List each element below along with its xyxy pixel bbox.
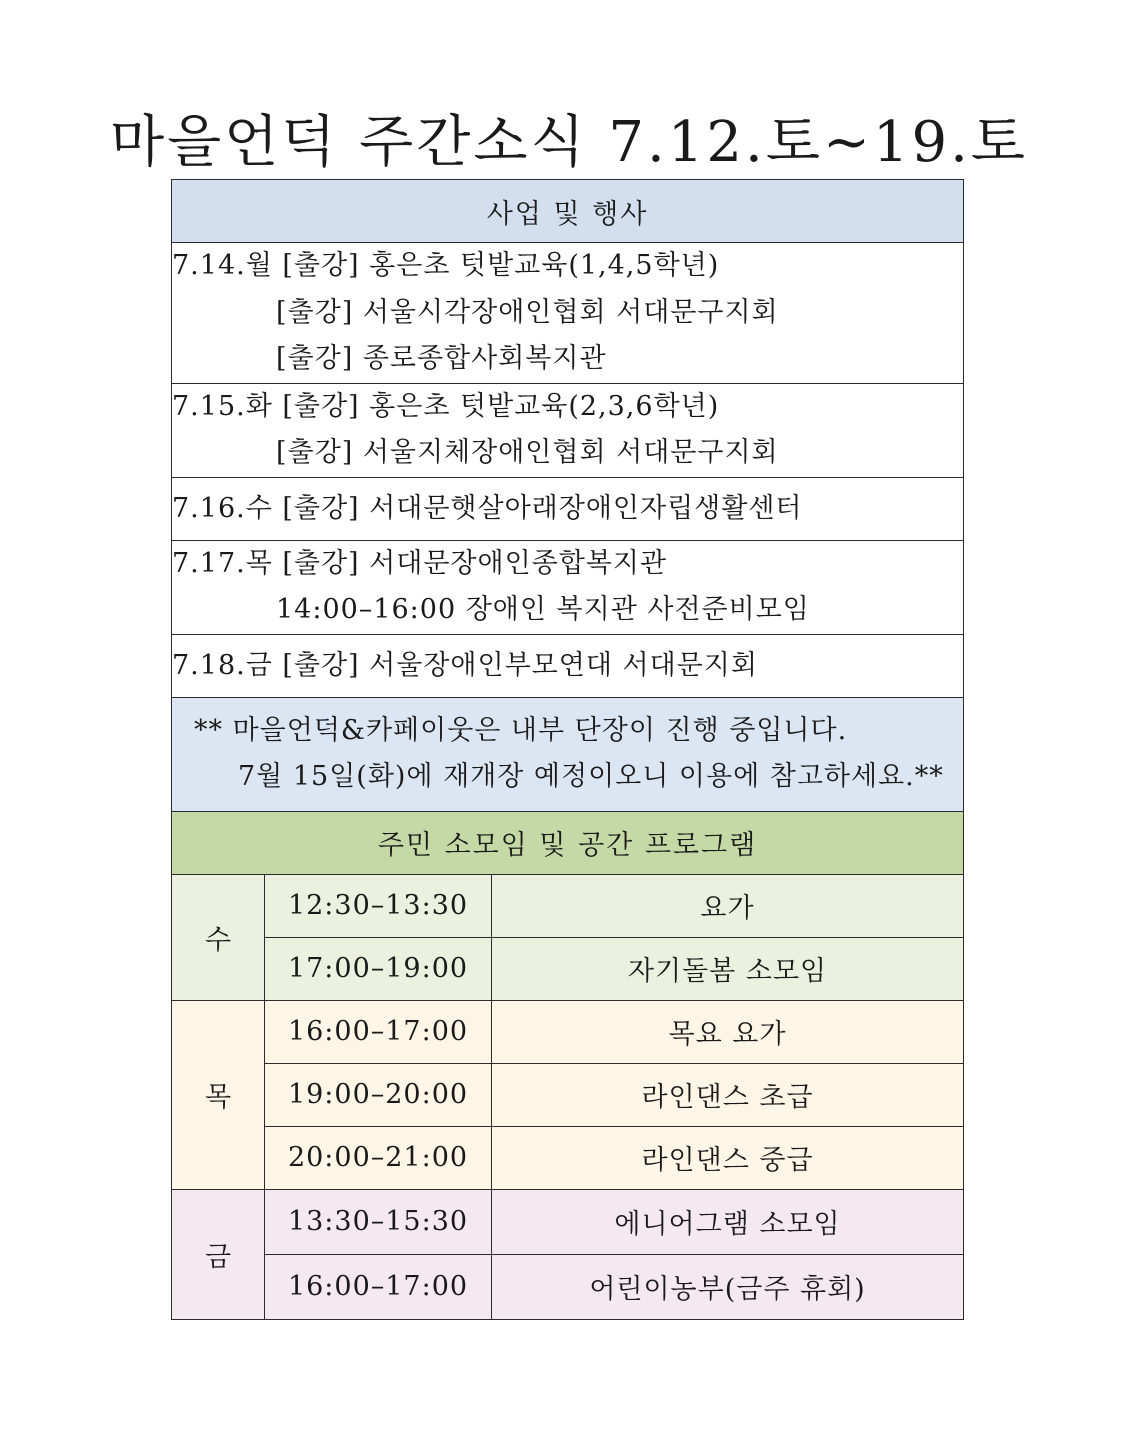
program-name: 라인댄스 초급: [492, 1063, 964, 1126]
program-row: [172, 1063, 964, 1126]
program-row: [172, 1254, 964, 1319]
program-name: 어린이농부(금주 휴회): [492, 1254, 964, 1319]
event-line: 14:00–16:00 장애인 복지관 사전준비모임: [276, 594, 810, 625]
program-row: [172, 874, 964, 937]
event-cell: [172, 540, 964, 634]
day-label-thu: 목: [172, 1000, 265, 1189]
event-line: 7.16.수 [출강] 서대문햇살아래장애인자립생활센터: [172, 492, 803, 524]
notice-box: [172, 697, 964, 811]
schedule-table: [171, 179, 964, 1320]
events-header-row: [172, 180, 964, 243]
program-name: 요가: [492, 874, 964, 937]
day-label-wed: 수: [172, 874, 265, 1000]
event-cell: [172, 383, 964, 477]
program-name: 목요 요가: [492, 1000, 964, 1063]
event-cell: [172, 243, 964, 384]
program-row: [172, 1000, 964, 1063]
notice-row: [172, 697, 964, 811]
programs-header: 주민 소모임 및 공간 프로그램: [172, 811, 964, 874]
event-line: [출강] 서울시각장애인협회 서대문구지회: [276, 296, 779, 328]
program-row: [172, 937, 964, 1000]
event-line: 7.18.금 [출강] 서울장애인부모연대 서대문지회: [172, 649, 758, 681]
event-row-0717: [172, 540, 964, 634]
program-time: 12:30–13:30: [265, 874, 492, 937]
program-time: 20:00–21:00: [265, 1126, 492, 1189]
program-row: [172, 1126, 964, 1189]
event-row-0715: [172, 383, 964, 477]
event-line: [출강] 종로종합사회복지관: [276, 343, 607, 374]
program-time: 16:00–17:00: [265, 1000, 492, 1063]
event-row-0714: [172, 243, 964, 384]
program-name: 자기돌봄 소모임: [492, 937, 964, 1000]
event-row-0718: [172, 634, 964, 697]
event-line: 7.17.목 [출강] 서대문장애인종합복지관: [172, 547, 668, 579]
notice-line: ** 마을언덕&카페이웃은 내부 단장이 진행 중입니다.: [194, 715, 848, 746]
program-name: 라인댄스 중급: [492, 1126, 964, 1189]
event-line: [출강] 서울지체장애인협회 서대문구지회: [276, 437, 779, 468]
event-line: 7.14.월 [출강] 홍은초 텃밭교육(1,4,5학년): [172, 250, 720, 281]
program-time: 13:30–15:30: [265, 1189, 492, 1254]
program-time: 16:00–17:00: [265, 1254, 492, 1319]
programs-header-row: [172, 811, 964, 874]
events-header: 사업 및 행사: [172, 180, 964, 243]
event-cell: [172, 634, 964, 697]
event-line: 7.15.화 [출강] 홍은초 텃밭교육(2,3,6학년): [172, 390, 720, 422]
day-label-fri: 금: [172, 1189, 265, 1319]
event-cell: [172, 477, 964, 540]
program-time: 19:00–20:00: [265, 1063, 492, 1126]
page-title: 마을언덕 주간소식 7.12.토~19.토: [109, 110, 1029, 175]
program-time: 17:00–19:00: [265, 937, 492, 1000]
event-row-0716: [172, 477, 964, 540]
notice-line: 7월 15일(화)에 재개장 예정이오니 이용에 참고하세요.**: [238, 761, 944, 792]
program-row: [172, 1189, 964, 1254]
program-name: 에니어그램 소모임: [492, 1189, 964, 1254]
